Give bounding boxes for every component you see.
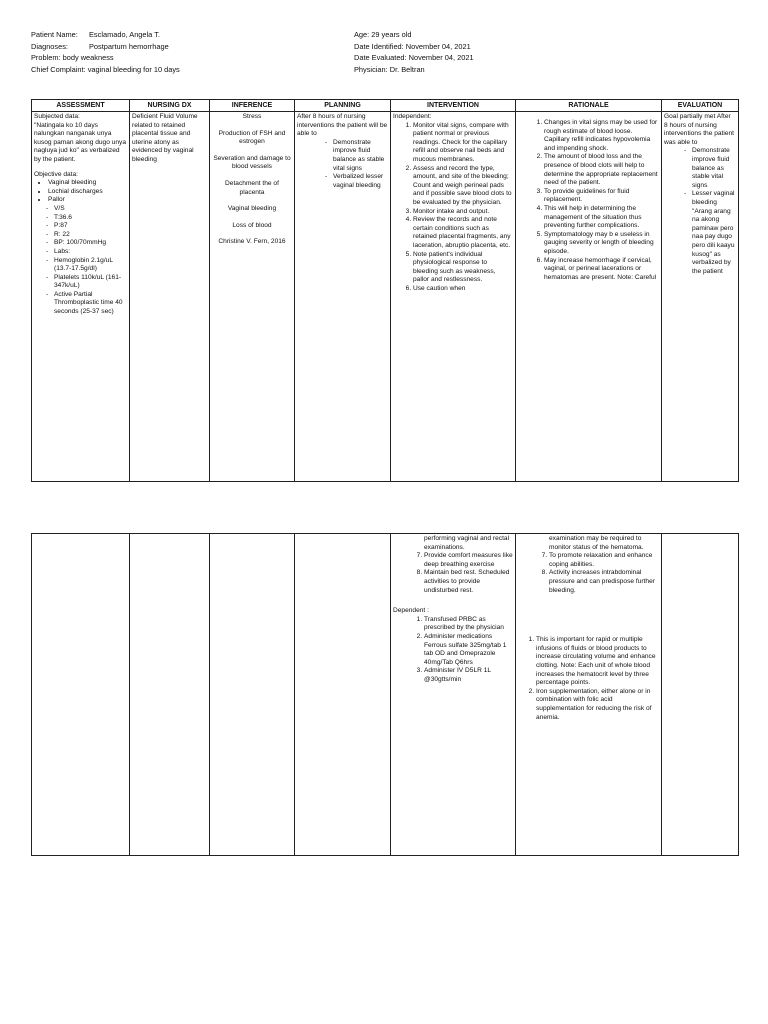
evaluation-cell bbox=[662, 112, 739, 482]
patient-name: Esclamado, Angela T. bbox=[89, 30, 160, 39]
objective-label: Objective data: bbox=[34, 170, 78, 178]
col-intervention: INTERVENTION bbox=[391, 100, 516, 112]
age: 29 years old bbox=[371, 30, 412, 39]
objective-bullet: • Pallor bbox=[48, 196, 127, 205]
planning-cell-empty bbox=[295, 534, 391, 856]
evaluation-item: - Demonstrate improve fluid balance as stable vital signs bbox=[678, 147, 736, 190]
intervention-item: 2. Assess and record the type, amount, and site of the bleeding; Count and weigh perineal pads and if possible save blood clots to be evaluated by the physician. bbox=[413, 165, 513, 208]
inference-item: Severation and damage to blood vessels bbox=[213, 154, 291, 171]
rationale-continuation: examination may be required to monitor status of the hematoma. bbox=[549, 535, 644, 551]
patient-name-label: Patient Name: bbox=[31, 30, 78, 39]
header-row bbox=[32, 100, 739, 112]
inference-item: Vaginal bleeding bbox=[227, 205, 277, 213]
dependent-item: 1. Transfused PRBC as prescribed by the physician bbox=[424, 616, 513, 633]
objective-dash-item: - Hemoglobin 2.1g/uL (13.7-17.5g/dl) bbox=[40, 257, 127, 274]
rationale-item: 8. Activity increases intrabdominal pressure and can predispose further bleeding. bbox=[549, 569, 659, 595]
planning-item: - Verbalized lesser vaginal bleeding bbox=[319, 173, 388, 190]
subjective-label: Subjected data: bbox=[34, 113, 80, 120]
planning-item: - Demonstrate improve fluid balance as stable vital signs bbox=[319, 139, 388, 173]
rationale-item: 4. This will help in determining the management of the situation thus preventing further complications. bbox=[544, 205, 659, 231]
intervention-item: 6. Use caution when bbox=[413, 285, 513, 294]
objective-dash-item: - Platelets 110k/uL (161-347k/uL) bbox=[40, 274, 127, 291]
content-row-continued bbox=[32, 534, 739, 856]
date-identified: November 04, 2021 bbox=[405, 41, 471, 51]
col-assessment: ASSESSMENT bbox=[32, 100, 130, 112]
objective-bullet: • Lochial discharges bbox=[48, 188, 127, 197]
rationale-dependent-item: 1. This is important for rapid or multiple infusions of fluids or blood products to increase circulating volume and enhance clotting. Note: Each unit of whole blood increases the hematocrit level by three percentage points. bbox=[536, 636, 659, 688]
patient-info-left bbox=[31, 29, 180, 75]
evaluated-label: Date Evaluated: bbox=[354, 53, 407, 63]
objective-dash-item: - BP: 100/70mmHg bbox=[40, 239, 127, 248]
intervention-cell-continued bbox=[391, 534, 516, 856]
rationale-item: 1. Changes in vital signs may be used for rough estimate of blood loose. Capillary refill indicates hypovolemia and impending shock. bbox=[544, 119, 659, 153]
rationale-cell-continued bbox=[516, 534, 662, 856]
patient-info-right bbox=[354, 29, 474, 75]
col-rationale: RATIONALE bbox=[516, 100, 662, 112]
diagnoses-label: Diagnoses: bbox=[31, 41, 68, 51]
nursing-dx-cell-empty bbox=[130, 534, 210, 856]
rationale-item: 5. Symptomatology may b e useless in gauging severity or length of bleeding episode. bbox=[544, 231, 659, 257]
objective-dash-item: - Active Partial Thromboplastic time 40 seconds (25-37 sec) bbox=[40, 291, 127, 317]
complaint-label: Chief Complaint: bbox=[31, 64, 86, 74]
physician: Dr. Beltran bbox=[389, 64, 425, 74]
intervention-item: 8. Maintain bed rest. Scheduled activities to provide undisturbed rest. bbox=[424, 569, 513, 595]
planning-cell bbox=[295, 112, 391, 482]
inference-item: Loss of blood bbox=[232, 221, 272, 229]
inference-item: Production of FSH and estrogen bbox=[218, 129, 286, 146]
objective-dash-item: - R: 22 bbox=[40, 231, 127, 240]
dependent-label: Dependent : bbox=[393, 607, 429, 615]
dependent-item: 2. Administer medications Ferrous sulfate 325mg/tab 1 tab OD and Omeprazole 40mg/Tab Q6hrs bbox=[424, 633, 513, 667]
physician-label: Physician: bbox=[354, 64, 388, 74]
diagnoses: Postpartum hemorrhage bbox=[89, 41, 169, 51]
content-row bbox=[32, 112, 739, 482]
rationale-item: 6. May increase hemorrhage if cervical, vaginal, or perineal lacerations or hematomas are present. Note: Careful bbox=[544, 257, 659, 283]
intervention-item: 5. Note patient's individual physiological response to bleeding such as weakness, pallor and restlessness. bbox=[413, 251, 513, 285]
assessment-cell-empty bbox=[32, 534, 130, 856]
inference-cell bbox=[210, 112, 295, 482]
independent-label: Independent: bbox=[393, 113, 432, 120]
intervention-item: 3. Monitor intake and output. bbox=[413, 208, 513, 217]
objective-bullet: • Vaginal bleeding bbox=[48, 179, 127, 188]
nursing-dx-cell bbox=[130, 112, 210, 482]
objective-dash-item: - P:87 bbox=[40, 222, 127, 231]
problem-label: Problem: bbox=[31, 53, 61, 63]
col-inference: INFERENCE bbox=[210, 100, 295, 112]
evaluation-intro: Goal partially met After 8 hours of nursing interventions the patient was able to bbox=[664, 113, 735, 146]
intervention-continuation: performing vaginal and rectal examinations. bbox=[424, 535, 510, 551]
subjective-text: "Natingala ko 10 days nalungkan nanganak unya kusog paman akong dugo unya nagluya jud ko" as verbalized by the patient. bbox=[34, 121, 127, 163]
objective-dash-item: - Labs: bbox=[40, 248, 127, 257]
care-plan-table-page1 bbox=[31, 99, 739, 482]
identified-label: Date Identified: bbox=[354, 41, 404, 51]
dependent-item: 3. Administer IV D5LR 1L @30gtts/min bbox=[424, 667, 513, 684]
nursing-dx-text: Deficient Fluid Volume related to retained placental tissue and uterine atony as evidenced by vaginal bleeding bbox=[132, 113, 198, 163]
complaint: vaginal bleeding for 10 days bbox=[87, 64, 180, 74]
evaluation-item: - Lesser vaginal bleeding "Arang arang na akong paminaw pero naa pay dugo pero dili kaayu kusog" as verbalized by the patient bbox=[678, 190, 736, 276]
rationale-item: 3. To provide guidelines for fluid replacement. bbox=[544, 188, 659, 205]
intervention-item: 4. Review the records and note certain conditions such as retained placental fragments, any laceration, abruptio placenta, etc. bbox=[413, 216, 513, 250]
objective-dash-item: - V/S bbox=[40, 205, 127, 214]
inference-item: Stress bbox=[242, 113, 262, 120]
intervention-cell bbox=[391, 112, 516, 482]
rationale-item: 2. The amount of blood loss and the presence of blood clots will help to determine the appropriate replacement need of the patient. bbox=[544, 153, 659, 187]
age-label: Age: bbox=[354, 30, 370, 39]
col-planning: PLANNING bbox=[295, 100, 391, 112]
intervention-item: 1. Monitor vital signs, compare with patient normal or previous readings. Check for the capillary refill and observe nail beds and mucous membranes. bbox=[413, 122, 513, 165]
care-plan-table-page2 bbox=[31, 533, 739, 856]
inference-citation: Christine V. Fern, 2016 bbox=[218, 238, 286, 246]
objective-dash-item: - T:36.6 bbox=[40, 214, 127, 223]
assessment-cell bbox=[32, 112, 130, 482]
col-evaluation: EVALUATION bbox=[662, 100, 739, 112]
col-nursing-dx: NURSING DX bbox=[130, 100, 210, 112]
inference-item: Detachment the of placenta bbox=[225, 179, 279, 196]
date-evaluated: November 04, 2021 bbox=[408, 53, 474, 63]
intervention-item: 7. Provide comfort measures like deep breathing exercise bbox=[424, 552, 513, 569]
rationale-item: 7. To promote relaxation and enhance coping abilities. bbox=[549, 552, 659, 569]
planning-intro: After 8 hours of nursing interventions the patient will be able to bbox=[297, 113, 388, 138]
inference-cell-empty bbox=[210, 534, 295, 856]
rationale-cell bbox=[516, 112, 662, 482]
problem: body weakness bbox=[62, 53, 114, 63]
evaluation-cell-empty bbox=[662, 534, 739, 856]
rationale-dependent-item: 2. Iron supplementation, either alone or in combination with folic acid supplementation for reducing the risk of anemia. bbox=[536, 688, 659, 722]
